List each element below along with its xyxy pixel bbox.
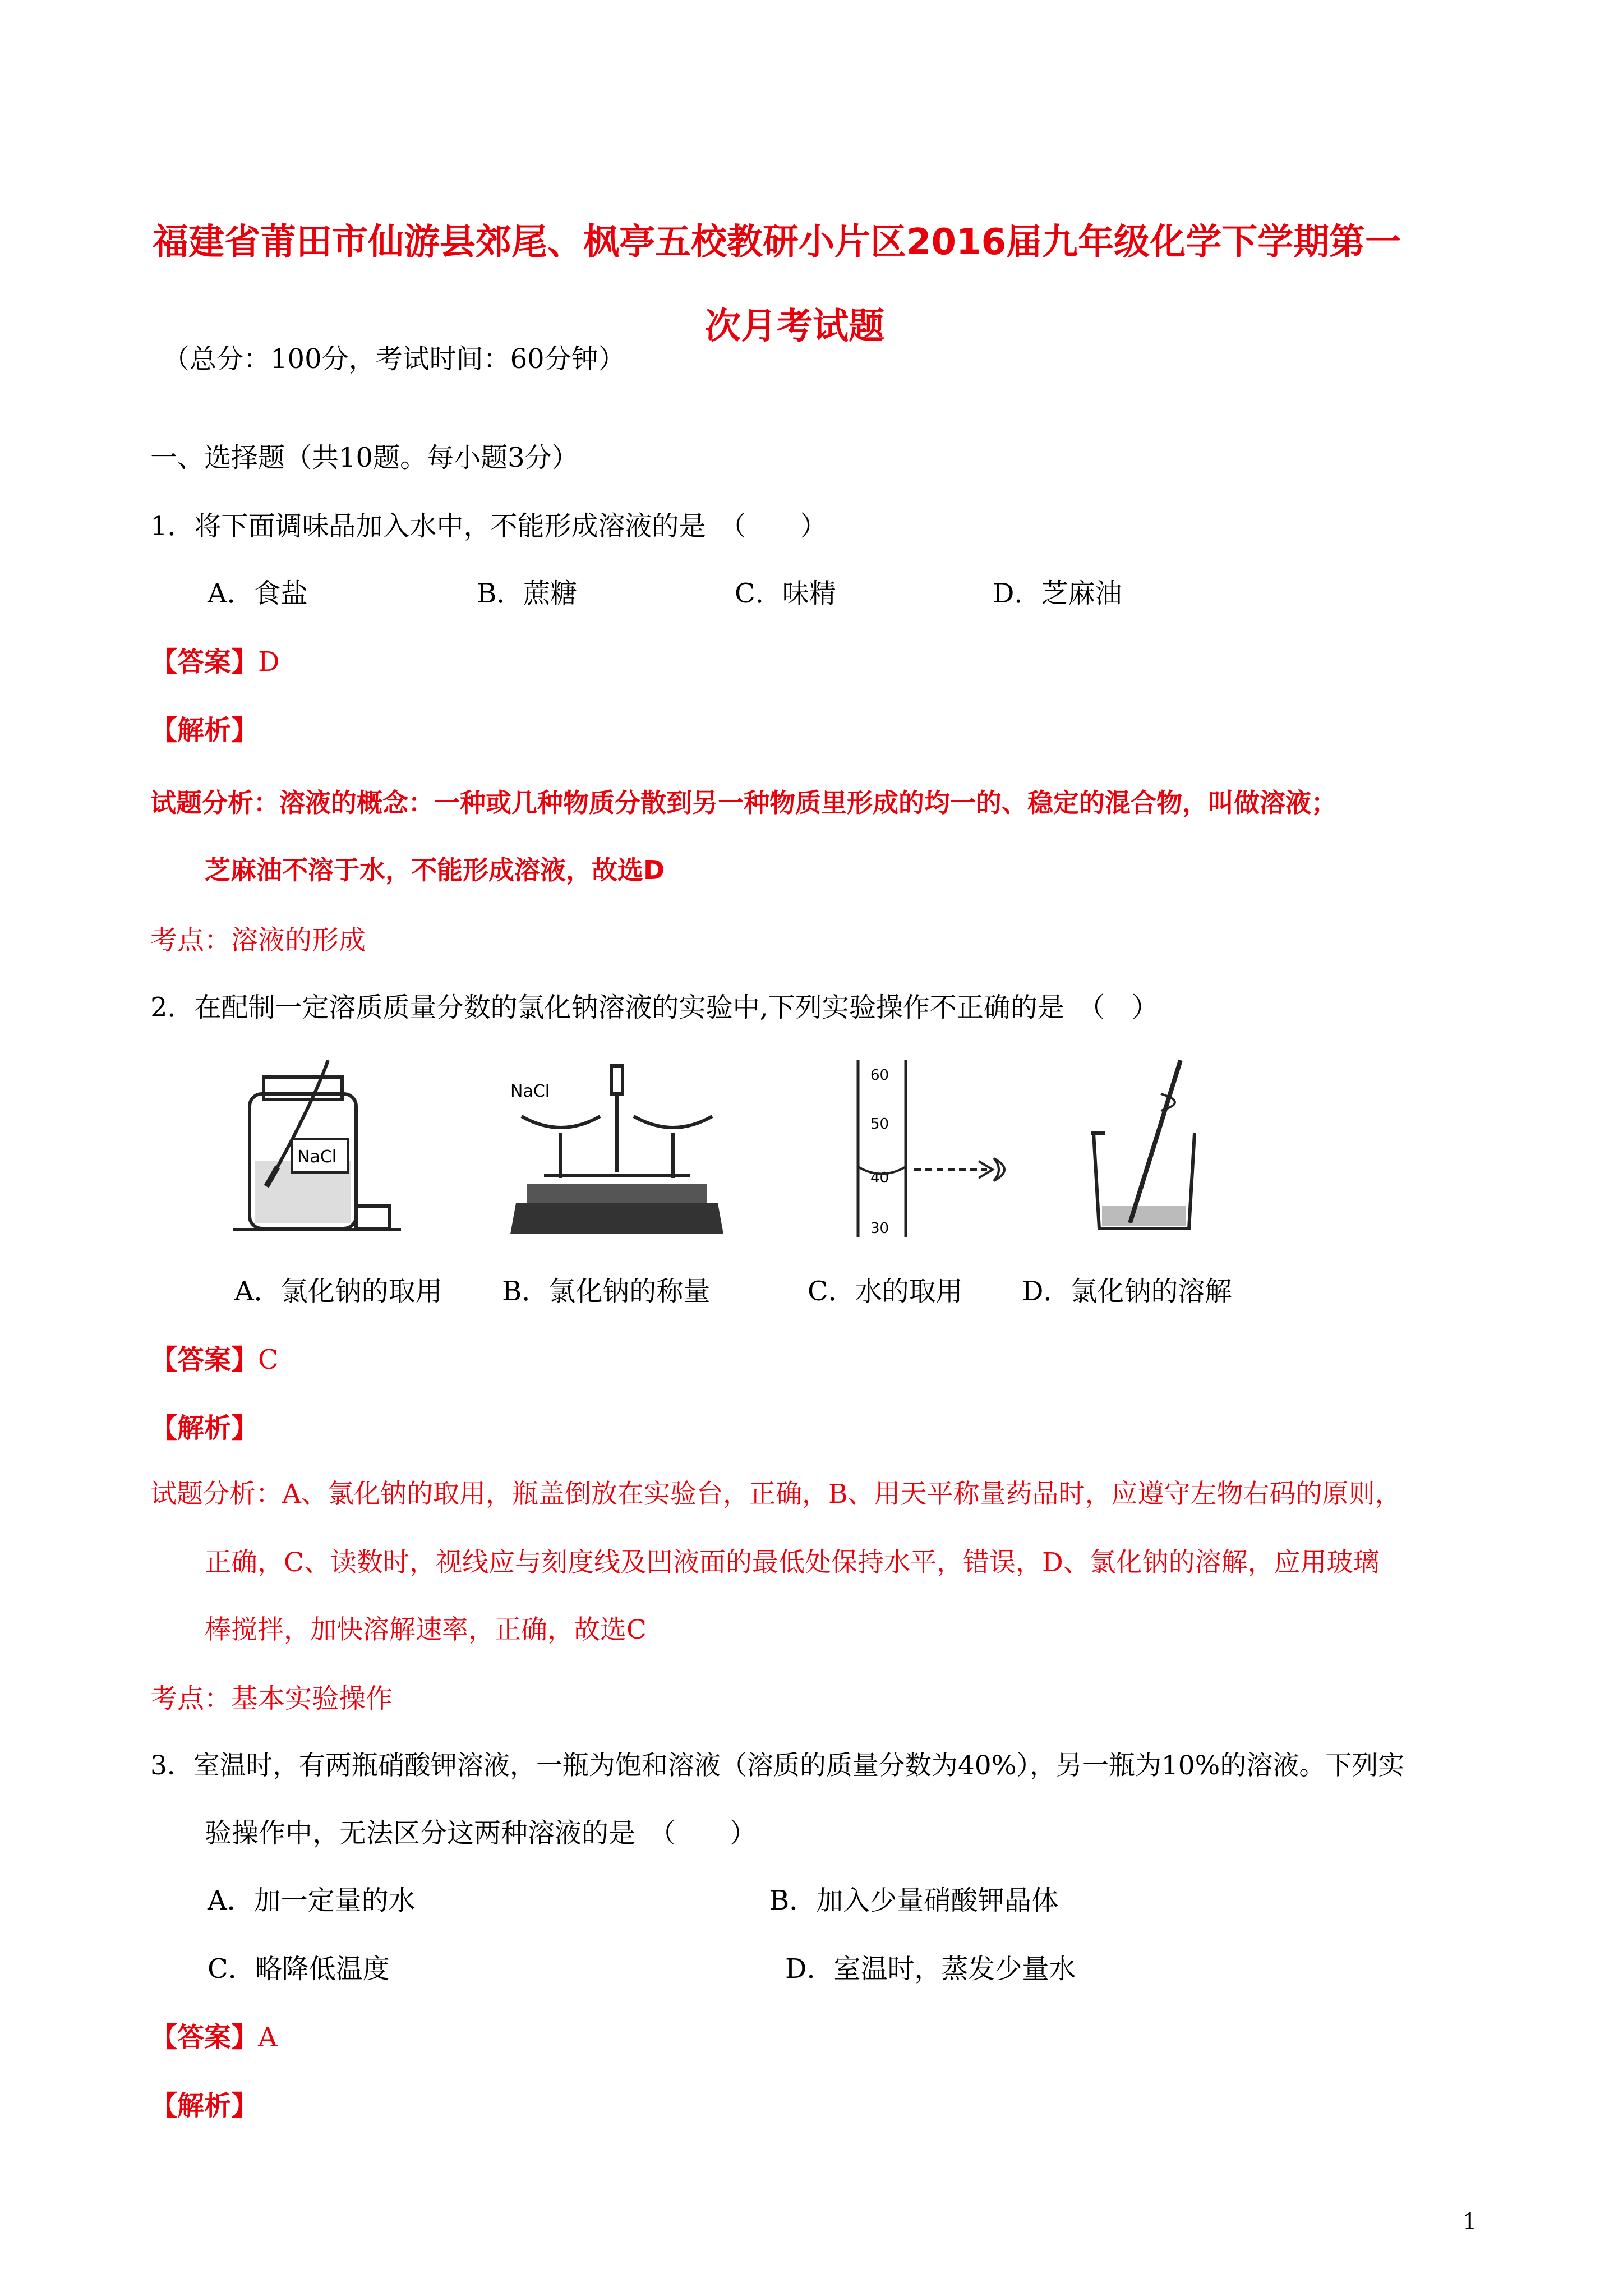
q1-analysis-line1: 试题分析：溶液的概念：一种或几种物质分散到另一种物质里形成的均一的、稳定的混合物，叫做溶液；	[150, 788, 1337, 818]
q3-option-a: A．加一定量的水	[208, 1885, 416, 1916]
q2-option-d: D．氯化钠的溶解	[1022, 1276, 1232, 1307]
tick-40: 40	[870, 1170, 889, 1186]
q1-answer	[150, 646, 280, 678]
q1-option-c: C．味精	[735, 578, 836, 609]
q2-option-a: A．氯化钠的取用	[234, 1276, 442, 1307]
q2-option-c: C．水的取用	[808, 1276, 963, 1307]
jar-label: NaCl	[297, 1147, 337, 1167]
answer-value: A	[258, 2022, 278, 2053]
exam-meta: （总分：100分，考试时间：60分钟）	[163, 343, 625, 375]
figure-cylinder	[836, 1055, 1026, 1240]
answer-tag: 【答案】	[150, 646, 259, 678]
q2-analysis-line3: 棒搅拌，加快溶解速率，正确，故选C	[205, 1614, 647, 1645]
q3-analysis-tag: 【解析】	[150, 2090, 259, 2122]
q3-option-b: B．加入少量硝酸钾晶体	[769, 1885, 1059, 1916]
q1-stem: 1．将下面调味品加入水中，不能形成溶液的是 （ ）	[150, 510, 827, 542]
figure-beaker	[1077, 1055, 1223, 1240]
q1-option-a: A．食盐	[208, 578, 308, 609]
q2-stem: 2．在配制一定溶质质量分数的氯化钠溶液的实验中,下列实验操作不正确的是 （ ）	[150, 992, 1159, 1023]
figure-balance	[505, 1055, 729, 1240]
answer-value: C	[258, 1344, 279, 1375]
q3-stem-line2: 验操作中，无法区分这两种溶液的是 （ ）	[205, 1818, 757, 1849]
q3-option-d: D．室温时，蒸发少量水	[785, 1953, 1076, 1985]
page-title-line1: 福建省莆田市仙游县郊尾、枫亭五校教研小片区2016届九年级化学下学期第一	[153, 222, 1401, 263]
q2-point: 考点：基本实验操作	[150, 1683, 393, 1714]
q2-option-b: B．氯化钠的称量	[502, 1276, 711, 1307]
page-number: 1	[1463, 2209, 1477, 2235]
q3-stem-line1: 3．室温时，有两瓶硝酸钾溶液，一瓶为饱和溶液（溶质的质量分数为40%），另一瓶为10%的溶液。下列实	[150, 1750, 1405, 1781]
answer-value: D	[258, 646, 280, 678]
q3-option-c: C．略降低温度	[208, 1953, 390, 1985]
q1-analysis-tag: 【解析】	[150, 715, 259, 746]
q1-option-b: B．蔗糖	[477, 578, 578, 609]
q1-point: 考点：溶液的形成	[150, 924, 366, 956]
q1-analysis-line2: 芝麻油不溶于水，不能形成溶液，故选D	[205, 855, 665, 885]
figure-nacl-jar	[233, 1055, 401, 1240]
q2-analysis-line2: 正确，C、读数时，视线应与刻度线及凹液面的最低处保持水平，错误，D、氯化钠的溶解，应用玻璃	[205, 1547, 1380, 1578]
section-heading: 一、选择题（共10题。每小题3分）	[150, 442, 579, 473]
q2-analysis-tag: 【解析】	[150, 1412, 259, 1444]
tick-30: 30	[870, 1220, 889, 1237]
tick-50: 50	[870, 1116, 889, 1133]
page-title-line2: 次月考试题	[705, 306, 884, 347]
answer-tag: 【答案】	[150, 2022, 259, 2053]
tick-60: 60	[870, 1067, 889, 1084]
q2-answer	[150, 1346, 279, 1373]
answer-tag: 【答案】	[150, 1344, 259, 1375]
balance-label: NaCl	[510, 1082, 550, 1101]
q3-answer	[150, 2024, 278, 2051]
q2-analysis-line1: 试题分析：A、氯化钠的取用，瓶盖倒放在实验台，正确，B、用天平称量药品时，应遵守左物右码的原则，	[150, 1479, 1401, 1510]
q1-option-d: D．芝麻油	[993, 578, 1122, 609]
